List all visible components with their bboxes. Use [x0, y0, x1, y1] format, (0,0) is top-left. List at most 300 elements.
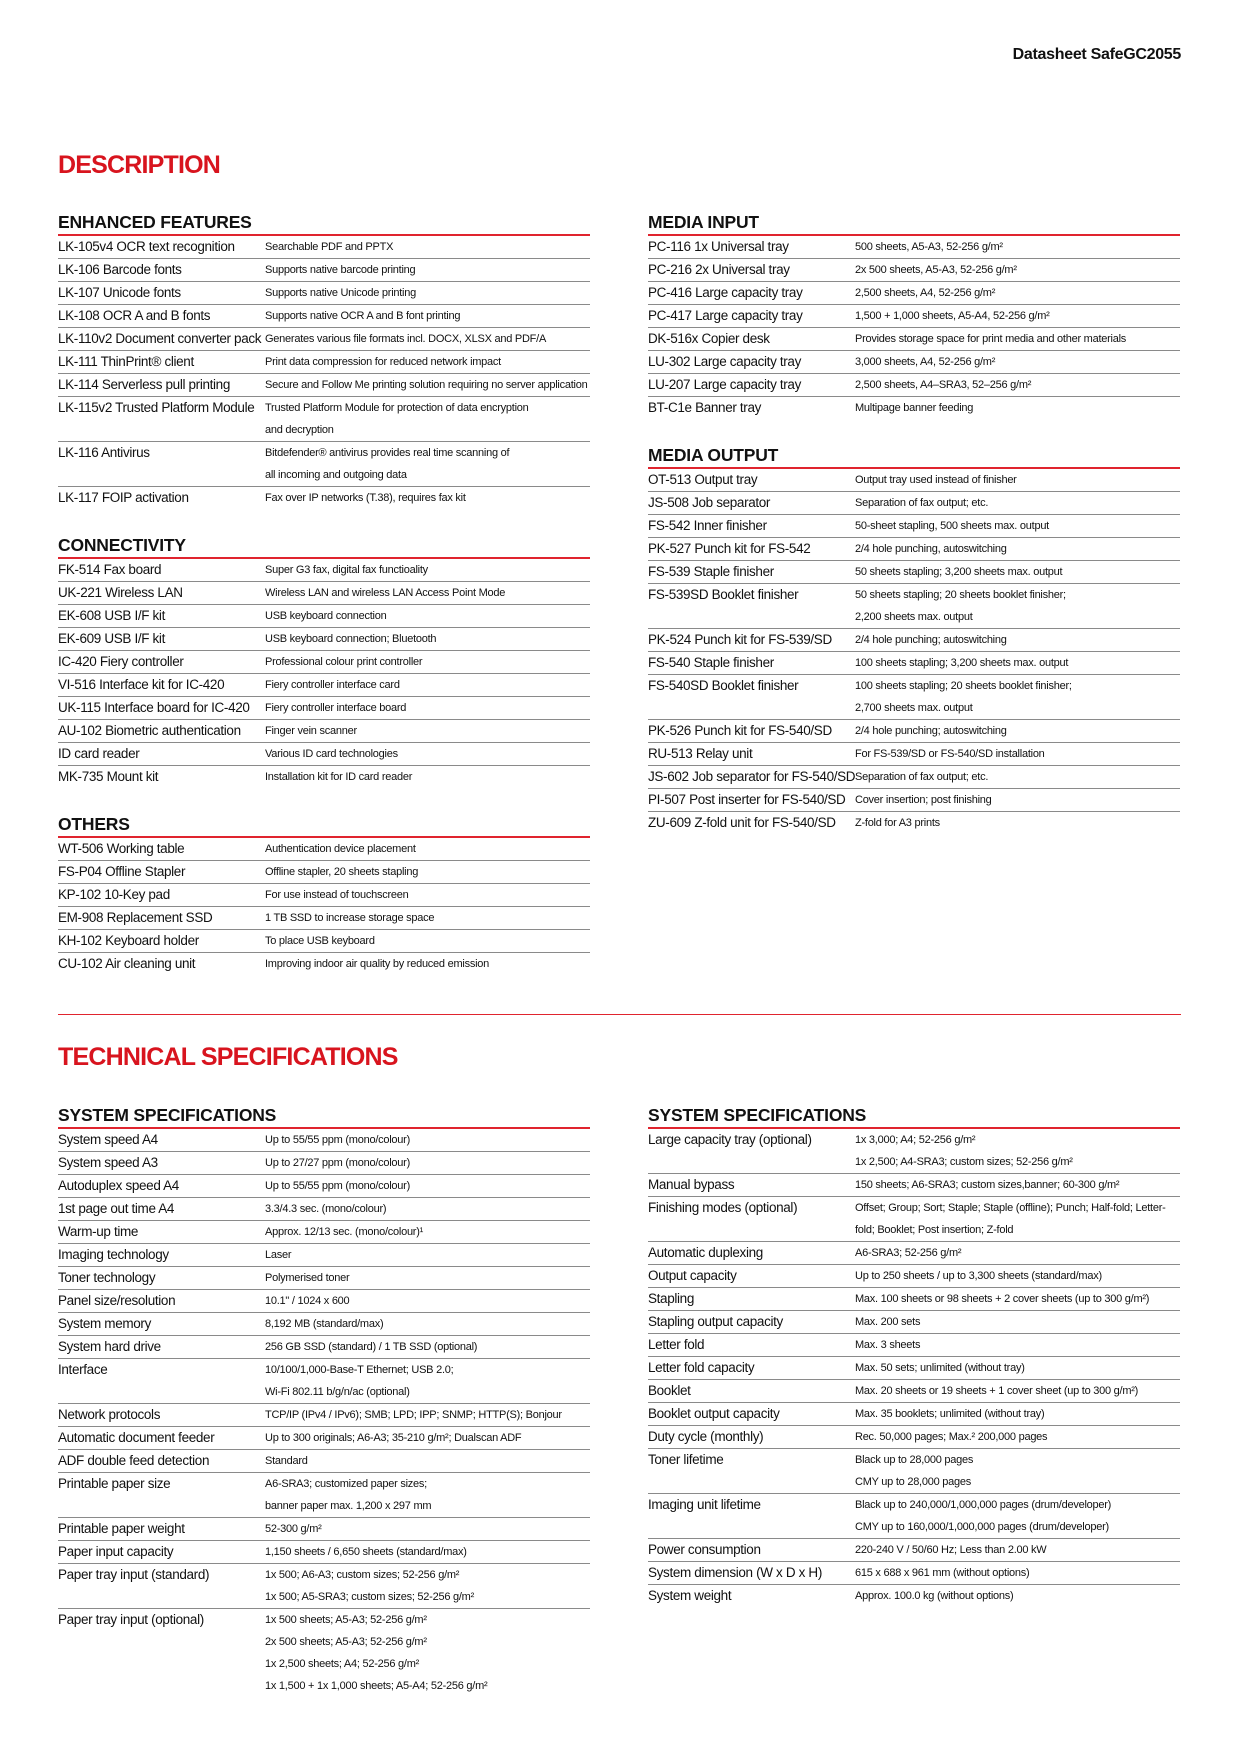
- spec-label: FS-542 Inner finisher: [648, 518, 767, 533]
- spec-row: [58, 861, 590, 884]
- spec-label: 1st page out time A4: [58, 1201, 175, 1216]
- spec-label: Letter fold: [648, 1337, 705, 1352]
- spec-label: System weight: [648, 1588, 732, 1603]
- spec-row: [648, 1403, 1180, 1426]
- spec-value-line: Installation kit for ID card reader: [265, 771, 413, 783]
- description-left-column: [58, 212, 590, 1001]
- spec-label: Panel size/resolution: [58, 1293, 176, 1308]
- spec-value-line: 1,500 + 1,000 sheets, A5-A4, 52-256 g/m²: [855, 310, 1050, 322]
- spec-value: [265, 442, 590, 486]
- spec-row: [648, 538, 1180, 561]
- spec-label: VI-516 Interface kit for IC-420: [58, 677, 225, 692]
- description-title: DESCRIPTION: [58, 151, 221, 179]
- spec-value-line: Wireless LAN and wireless LAN Access Point Mode: [265, 587, 506, 599]
- spec-value-line: 3,000 sheets, A4, 52-256 g/m²: [855, 356, 996, 368]
- spec-section: [648, 1105, 1180, 1607]
- spec-label: System speed A3: [58, 1155, 158, 1170]
- spec-row: [58, 351, 590, 374]
- spec-label: LK-110v2 Document converter pack: [58, 331, 262, 346]
- spec-value-line: Up to 300 originals; A6-A3; 35-210 g/m²; Dualscan ADF: [265, 1432, 522, 1444]
- spec-value-line: A6-SRA3; customized paper sizes;: [265, 1478, 427, 1490]
- section-heading: CONNECTIVITY: [58, 535, 590, 559]
- spec-row: [58, 605, 590, 628]
- spec-value: [855, 1265, 1180, 1287]
- spec-value: [265, 236, 590, 258]
- spec-row: [58, 674, 590, 697]
- spec-row: [58, 328, 590, 351]
- spec-value-line: Secure and Follow Me printing solution requiring no server application: [265, 379, 588, 391]
- spec-value: [855, 328, 1180, 350]
- spec-row: [648, 812, 1180, 834]
- spec-label: WT-506 Working table: [58, 841, 185, 856]
- spec-value: [265, 1175, 590, 1197]
- spec-value-line: 100 sheets stapling; 20 sheets booklet finisher;: [855, 680, 1072, 692]
- spec-section: [58, 1105, 590, 1697]
- spec-value-line: 150 sheets; A6-SRA3; custom sizes,banner; 60-300 g/m²: [855, 1179, 1120, 1191]
- spec-row: [648, 743, 1180, 766]
- spec-value-line: 1x 2,500 sheets; A4; 52-256 g/m²: [265, 1658, 420, 1670]
- spec-label: Stapling: [648, 1291, 694, 1306]
- spec-row: [58, 559, 590, 582]
- spec-value-line: Offset; Group; Sort; Staple; Staple (offline); Punch; Half-fold; Letter-: [855, 1202, 1166, 1214]
- spec-label: LK-105v4 OCR text recognition: [58, 239, 235, 254]
- spec-value-line: Fax over IP networks (T.38), requires fax kit: [265, 492, 466, 504]
- spec-value: [265, 582, 590, 604]
- spec-value-line: 1x 1,500 + 1x 1,000 sheets; A5-A4; 52-256 g/m²: [265, 1680, 488, 1692]
- spec-row: [58, 442, 590, 487]
- spec-label: OT-513 Output tray: [648, 472, 758, 487]
- spec-value: [265, 605, 590, 627]
- spec-value-line: 1 TB SSD to increase storage space: [265, 912, 435, 924]
- spec-row: [58, 697, 590, 720]
- spec-label: LK-114 Serverless pull printing: [58, 377, 230, 392]
- spec-row: [648, 720, 1180, 743]
- spec-value: [855, 1539, 1180, 1561]
- spec-row: [648, 1197, 1180, 1242]
- spec-value: [265, 1152, 590, 1174]
- spec-row: [58, 236, 590, 259]
- spec-label: Output capacity: [648, 1268, 737, 1283]
- spec-value: [855, 1403, 1180, 1425]
- spec-value-line: Authentication device placement: [265, 843, 416, 855]
- spec-value-line: To place USB keyboard: [265, 935, 375, 947]
- spec-row: [58, 305, 590, 328]
- spec-value-line: Cover insertion; post finishing: [855, 794, 992, 806]
- spec-value-line: USB keyboard connection; Bluetooth: [265, 633, 437, 645]
- spec-value-line: Polymerised toner: [265, 1272, 350, 1284]
- spec-label: LU-302 Large capacity tray: [648, 354, 801, 369]
- document-header-title: Datasheet SafeGC2055: [1012, 46, 1181, 63]
- spec-value-line: banner paper max. 1,200 x 297 mm: [265, 1500, 432, 1512]
- spec-value-line: Max. 35 booklets; unlimited (without tray): [855, 1408, 1045, 1420]
- spec-value: [855, 675, 1180, 719]
- section-heading: SYSTEM SPECIFICATIONS: [58, 1105, 590, 1129]
- spec-label: ID card reader: [58, 746, 140, 761]
- spec-value: [265, 328, 590, 350]
- spec-value: [855, 789, 1180, 811]
- spec-value-line: all incoming and outgoing data: [265, 469, 407, 481]
- spec-value-line: 2,500 sheets, A4, 52-256 g/m²: [855, 287, 996, 299]
- spec-value-line: Laser: [265, 1249, 292, 1261]
- spec-row: [58, 1221, 590, 1244]
- spec-value: [855, 584, 1180, 628]
- spec-label: LK-115v2 Trusted Platform Module: [58, 400, 255, 415]
- spec-label: LK-108 OCR A and B fonts: [58, 308, 211, 323]
- spec-label: FS-540 Staple finisher: [648, 655, 774, 670]
- section-heading: MEDIA INPUT: [648, 212, 1180, 236]
- spec-label: Large capacity tray (optional): [648, 1132, 812, 1147]
- spec-value: [265, 766, 590, 788]
- spec-row: [58, 1198, 590, 1221]
- spec-label: Printable paper size: [58, 1476, 171, 1491]
- spec-value-line: fold; Booklet; Post insertion; Z-fold: [855, 1224, 1014, 1236]
- spec-row: [58, 743, 590, 766]
- spec-value-line: For FS-539/SD or FS-540/SD installation: [855, 748, 1045, 760]
- spec-row: [58, 1359, 590, 1404]
- spec-value: [855, 1585, 1180, 1607]
- spec-row: [58, 720, 590, 743]
- spec-label: Letter fold capacity: [648, 1360, 755, 1375]
- spec-label: LK-116 Antivirus: [58, 445, 150, 460]
- spec-value-line: 50 sheets stapling; 3,200 sheets max. output: [855, 566, 1063, 578]
- spec-row: [58, 907, 590, 930]
- spec-value-line: Super G3 fax, digital fax functioality: [265, 564, 428, 576]
- spec-value-line: Z-fold for A3 prints: [855, 817, 940, 829]
- spec-row: [58, 1427, 590, 1450]
- spec-value: [855, 1494, 1180, 1538]
- spec-label: Network protocols: [58, 1407, 161, 1422]
- spec-value: [855, 1357, 1180, 1379]
- spec-row: [58, 582, 590, 605]
- technical-right-column: [648, 1105, 1180, 1633]
- spec-value-line: Generates various file formats incl. DOCX, XLSX and PDF/A: [265, 333, 547, 345]
- spec-label: MK-735 Mount kit: [58, 769, 159, 784]
- spec-label: FK-514 Fax board: [58, 562, 162, 577]
- spec-value: [855, 1311, 1180, 1333]
- spec-row: [648, 469, 1180, 492]
- spec-row: [648, 1311, 1180, 1334]
- spec-row: [58, 628, 590, 651]
- spec-value-line: Various ID card technologies: [265, 748, 398, 760]
- spec-value-line: Supports native Unicode printing: [265, 287, 416, 299]
- spec-label: PC-216 2x Universal tray: [648, 262, 790, 277]
- spec-row: [58, 884, 590, 907]
- spec-value: [265, 743, 590, 765]
- spec-value-line: Rec. 50,000 pages; Max.² 200,000 pages: [855, 1431, 1048, 1443]
- spec-row: [58, 1244, 590, 1267]
- spec-value-line: Up to 250 sheets / up to 3,300 sheets (standard/max): [855, 1270, 1102, 1282]
- spec-label: UK-221 Wireless LAN: [58, 585, 183, 600]
- spec-value: [265, 1359, 590, 1403]
- spec-value: [265, 1221, 590, 1243]
- spec-value: [855, 374, 1180, 396]
- spec-row: [648, 1334, 1180, 1357]
- spec-label: Automatic duplexing: [648, 1245, 763, 1260]
- spec-value: [265, 559, 590, 581]
- spec-row: [648, 236, 1180, 259]
- spec-value-line: 52-300 g/m²: [265, 1523, 322, 1535]
- spec-value-line: Max. 3 sheets: [855, 1339, 921, 1351]
- spec-row: [648, 1265, 1180, 1288]
- spec-label: Warm-up time: [58, 1224, 139, 1239]
- spec-value-line: Print data compression for reduced network impact: [265, 356, 501, 368]
- spec-value-line: Black up to 28,000 pages: [855, 1454, 974, 1466]
- spec-value: [265, 651, 590, 673]
- spec-value-line: 8,192 MB (standard/max): [265, 1318, 384, 1330]
- spec-value-line: TCP/IP (IPv4 / IPv6); SMB; LPD; IPP; SNMP; HTTP(S); Bonjour: [265, 1409, 562, 1421]
- spec-label: Finishing modes (optional): [648, 1200, 798, 1215]
- spec-label: JS-602 Job separator for FS-540/SD: [648, 769, 856, 784]
- spec-value: [265, 884, 590, 906]
- spec-row: [58, 259, 590, 282]
- spec-value: [855, 1562, 1180, 1584]
- spec-label: RU-513 Relay unit: [648, 746, 753, 761]
- spec-row: [58, 1404, 590, 1427]
- spec-value: [855, 1197, 1180, 1241]
- spec-row: [648, 1494, 1180, 1539]
- spec-label: System memory: [58, 1316, 151, 1331]
- spec-label: Printable paper weight: [58, 1521, 185, 1536]
- spec-row: [58, 1313, 590, 1336]
- spec-value: [855, 743, 1180, 765]
- spec-value: [855, 351, 1180, 373]
- spec-label: LK-117 FOIP activation: [58, 490, 189, 505]
- spec-label: Toner technology: [58, 1270, 156, 1285]
- spec-value: [855, 1426, 1180, 1448]
- spec-row: [648, 675, 1180, 720]
- spec-value-line: CMY up to 28,000 pages: [855, 1476, 971, 1488]
- spec-value-line: Wi-Fi 802.11 b/g/n/ac (optional): [265, 1386, 410, 1398]
- spec-label: Paper tray input (standard): [58, 1567, 210, 1582]
- spec-label: PK-524 Punch kit for FS-539/SD: [648, 632, 832, 647]
- spec-value-line: Standard: [265, 1455, 308, 1467]
- spec-value-line: 2,700 sheets max. output: [855, 702, 973, 714]
- spec-label: Imaging technology: [58, 1247, 169, 1262]
- spec-value: [265, 1473, 590, 1517]
- spec-row: [58, 953, 590, 975]
- spec-label: KH-102 Keyboard holder: [58, 933, 199, 948]
- spec-value: [265, 282, 590, 304]
- spec-value-line: Approx. 100.0 kg (without options): [855, 1590, 1014, 1602]
- spec-label: DK-516x Copier desk: [648, 331, 770, 346]
- spec-value: [855, 305, 1180, 327]
- spec-value: [855, 766, 1180, 788]
- spec-value-line: For use instead of touchscreen: [265, 889, 409, 901]
- spec-value: [855, 652, 1180, 674]
- spec-row: [58, 282, 590, 305]
- spec-row: [58, 1152, 590, 1175]
- spec-value-line: Multipage banner feeding: [855, 402, 974, 414]
- spec-value-line: Up to 27/27 ppm (mono/colour): [265, 1157, 410, 1169]
- spec-label: Interface: [58, 1362, 108, 1377]
- spec-value-line: 2,200 sheets max. output: [855, 611, 973, 623]
- spec-value: [265, 1198, 590, 1220]
- spec-label: KP-102 10-Key pad: [58, 887, 170, 902]
- spec-value: [265, 1518, 590, 1540]
- spec-value-line: Trusted Platform Module for protection of data encryption: [265, 402, 529, 414]
- spec-value-line: Output tray used instead of finisher: [855, 474, 1017, 486]
- spec-value: [265, 1564, 590, 1608]
- spec-value: [265, 1129, 590, 1151]
- spec-row: [648, 1242, 1180, 1265]
- spec-value: [265, 1290, 590, 1312]
- spec-row: [648, 282, 1180, 305]
- spec-value: [855, 538, 1180, 560]
- spec-label: Autoduplex speed A4: [58, 1178, 179, 1193]
- spec-row: [58, 1267, 590, 1290]
- spec-row: [648, 766, 1180, 789]
- spec-value-line: USB keyboard connection: [265, 610, 387, 622]
- spec-label: UK-115 Interface board for IC-420: [58, 700, 250, 715]
- spec-row: [648, 1585, 1180, 1607]
- spec-label: BT-C1e Banner tray: [648, 400, 762, 415]
- spec-value-line: Up to 55/55 ppm (mono/colour): [265, 1134, 410, 1146]
- spec-label: Paper input capacity: [58, 1544, 174, 1559]
- spec-section: [648, 445, 1180, 834]
- spec-label: System hard drive: [58, 1339, 161, 1354]
- spec-value-line: Fiery controller interface card: [265, 679, 400, 691]
- spec-row: [58, 1541, 590, 1564]
- spec-row: [648, 1426, 1180, 1449]
- technical-specifications-title: TECHNICAL SPECIFICATIONS: [58, 1043, 398, 1071]
- spec-value: [265, 697, 590, 719]
- spec-value-line: 3.3/4.3 sec. (mono/colour): [265, 1203, 387, 1215]
- spec-row: [58, 1518, 590, 1541]
- spec-value: [855, 1380, 1180, 1402]
- spec-row: [58, 487, 590, 509]
- spec-row: [648, 1357, 1180, 1380]
- spec-value-line: Bitdefender® antivirus provides real time scanning of: [265, 447, 510, 459]
- spec-label: Toner lifetime: [648, 1452, 724, 1467]
- spec-label: PC-417 Large capacity tray: [648, 308, 803, 323]
- spec-label: Automatic document feeder: [58, 1430, 215, 1445]
- spec-value-line: 1x 500; A5-SRA3; custom sizes; 52-256 g/m²: [265, 1591, 474, 1603]
- spec-row: [58, 838, 590, 861]
- spec-row: [58, 1473, 590, 1518]
- spec-value: [265, 1313, 590, 1335]
- spec-value-line: 1x 500 sheets; A5-A3; 52-256 g/m²: [265, 1614, 427, 1626]
- section-heading: SYSTEM SPECIFICATIONS: [648, 1105, 1180, 1129]
- spec-value-line: Max. 20 sheets or 19 sheets + 1 cover sheet (up to 300 g/m²): [855, 1385, 1139, 1397]
- spec-value: [855, 629, 1180, 651]
- spec-label: ZU-609 Z-fold unit for FS-540/SD: [648, 815, 836, 830]
- spec-label: PC-116 1x Universal tray: [648, 239, 789, 254]
- spec-value: [265, 1427, 590, 1449]
- spec-value: [855, 1288, 1180, 1310]
- spec-value: [855, 561, 1180, 583]
- spec-row: [648, 397, 1180, 419]
- spec-label: FS-539SD Booklet finisher: [648, 587, 799, 602]
- spec-row: [58, 1564, 590, 1609]
- spec-label: Paper tray input (optional): [58, 1612, 204, 1627]
- description-right-column: [648, 212, 1180, 860]
- spec-value-line: Finger vein scanner: [265, 725, 357, 737]
- spec-row: [648, 561, 1180, 584]
- spec-row: [648, 305, 1180, 328]
- spec-value-line: and decryption: [265, 424, 334, 436]
- spec-label: IC-420 Fiery controller: [58, 654, 184, 669]
- spec-label: Duty cycle (monthly): [648, 1429, 764, 1444]
- spec-value: [855, 469, 1180, 491]
- spec-value-line: 220-240 V / 50/60 Hz; Less than 2.00 kW: [855, 1544, 1047, 1556]
- spec-value: [855, 236, 1180, 258]
- spec-row: [58, 374, 590, 397]
- spec-value-line: Max. 100 sheets or 98 sheets + 2 cover sheets (up to 300 g/m²): [855, 1293, 1150, 1305]
- spec-value-line: Searchable PDF and PPTX: [265, 241, 394, 253]
- spec-value-line: Supports native barcode printing: [265, 264, 416, 276]
- spec-value-line: 256 GB SSD (standard) / 1 TB SSD (optional): [265, 1341, 478, 1353]
- spec-value-line: 10.1" / 1024 x 600: [265, 1295, 350, 1307]
- spec-label: EM-908 Replacement SSD: [58, 910, 213, 925]
- spec-section: [648, 212, 1180, 419]
- spec-value: [855, 1449, 1180, 1493]
- spec-row: [58, 1175, 590, 1198]
- spec-value: [855, 1129, 1180, 1173]
- spec-row: [58, 1290, 590, 1313]
- spec-value: [265, 1450, 590, 1472]
- spec-value: [855, 1334, 1180, 1356]
- spec-row: [58, 1609, 590, 1697]
- spec-label: LK-106 Barcode fonts: [58, 262, 182, 277]
- spec-label: LU-207 Large capacity tray: [648, 377, 801, 392]
- spec-value: [265, 487, 590, 509]
- spec-value-line: 100 sheets stapling; 3,200 sheets max. output: [855, 657, 1069, 669]
- spec-value: [855, 259, 1180, 281]
- spec-value-line: CMY up to 160,000/1,000,000 pages (drum/developer): [855, 1521, 1109, 1533]
- spec-label: AU-102 Biometric authentication: [58, 723, 241, 738]
- spec-label: PK-527 Punch kit for FS-542: [648, 541, 811, 556]
- spec-value-line: Separation of fax output; etc.: [855, 771, 989, 783]
- spec-value: [265, 1404, 590, 1426]
- spec-value-line: 1x 3,000; A4; 52-256 g/m²: [855, 1134, 976, 1146]
- spec-row: [648, 1539, 1180, 1562]
- spec-label: System dimension (W x D x H): [648, 1565, 822, 1580]
- section-heading: OTHERS: [58, 814, 590, 838]
- spec-row: [648, 1449, 1180, 1494]
- section-heading: MEDIA OUTPUT: [648, 445, 1180, 469]
- spec-value: [265, 907, 590, 929]
- spec-value: [855, 492, 1180, 514]
- spec-value-line: 500 sheets, A5-A3, 52-256 g/m²: [855, 241, 1003, 253]
- spec-value-line: Professional colour print controller: [265, 656, 423, 668]
- spec-row: [648, 515, 1180, 538]
- spec-value-line: Supports native OCR A and B font printing: [265, 310, 461, 322]
- spec-label: Stapling output capacity: [648, 1314, 783, 1329]
- spec-value-line: Offline stapler, 20 sheets stapling: [265, 866, 419, 878]
- spec-value-line: Provides storage space for print media and other materials: [855, 333, 1127, 345]
- spec-row: [648, 1129, 1180, 1174]
- spec-value: [265, 930, 590, 952]
- spec-value: [265, 397, 590, 441]
- spec-value: [265, 628, 590, 650]
- spec-label: CU-102 Air cleaning unit: [58, 956, 196, 971]
- spec-value: [265, 838, 590, 860]
- spec-value-line: Max. 200 sets: [855, 1316, 921, 1328]
- spec-value-line: 2/4 hole punching; autoswitching: [855, 725, 1007, 737]
- spec-value: [855, 1174, 1180, 1196]
- spec-row: [58, 1450, 590, 1473]
- spec-row: [58, 930, 590, 953]
- section-divider: [58, 1014, 1181, 1015]
- spec-value-line: 2,500 sheets, A4–SRA3, 52–256 g/m²: [855, 379, 1032, 391]
- spec-value-line: 1x 2,500; A4-SRA3; custom sizes; 52-256 g/m²: [855, 1156, 1073, 1168]
- spec-section: [58, 535, 590, 788]
- spec-label: Imaging unit lifetime: [648, 1497, 761, 1512]
- section-heading: ENHANCED FEATURES: [58, 212, 590, 236]
- spec-value-line: Black up to 240,000/1,000,000 pages (drum/developer): [855, 1499, 1112, 1511]
- spec-label: Booklet output capacity: [648, 1406, 780, 1421]
- spec-label: Booklet: [648, 1383, 691, 1398]
